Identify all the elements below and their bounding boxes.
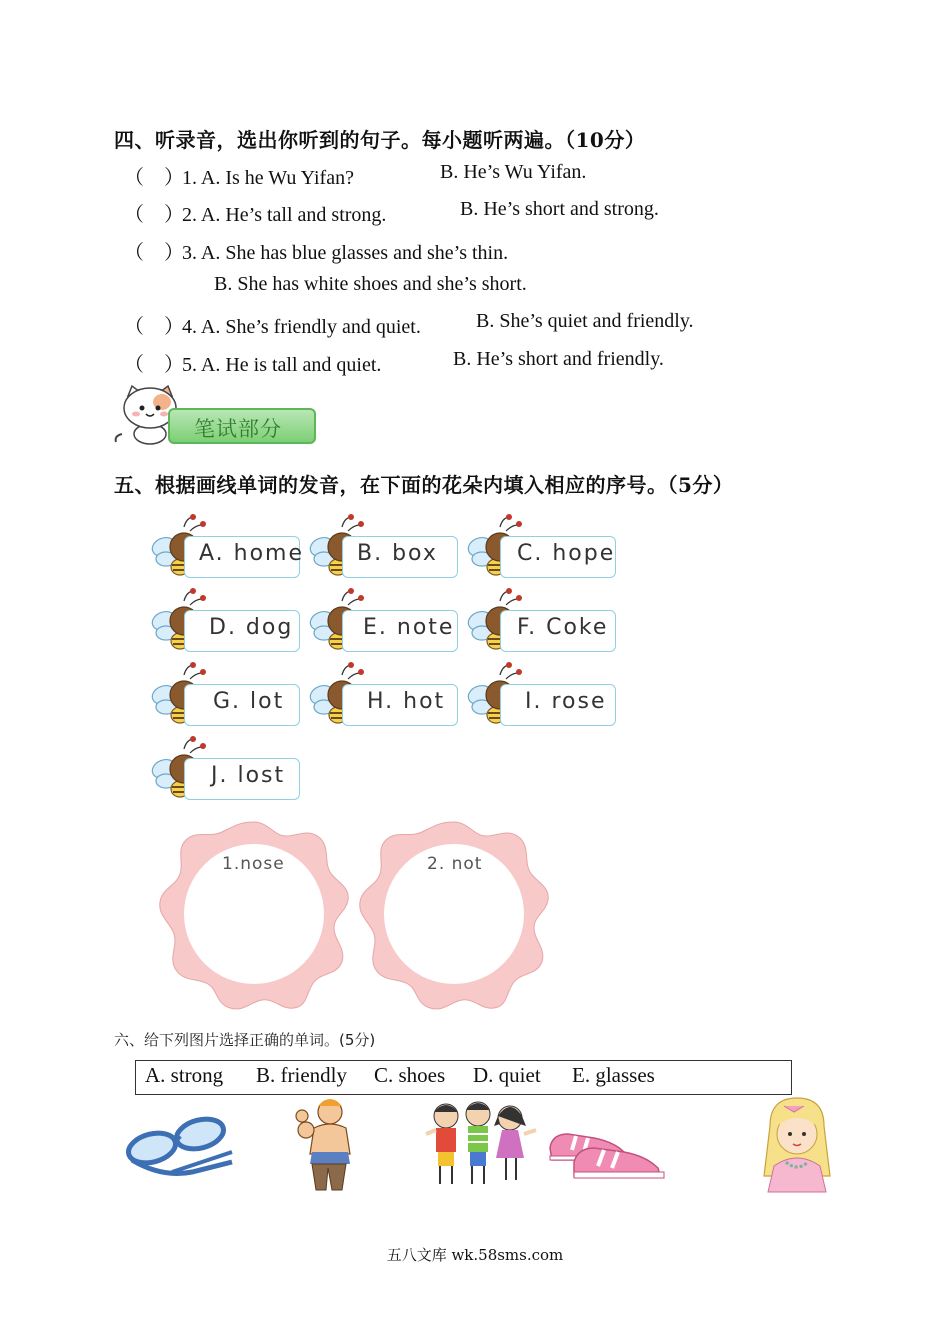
shoes-picture-icon xyxy=(546,1118,668,1184)
word-card: A. home xyxy=(184,536,300,578)
word-card: I. rose xyxy=(500,684,616,726)
badge-label: 笔试部分 xyxy=(194,417,282,441)
answer-paren[interactable]: （ ） xyxy=(124,354,184,376)
glasses-picture-icon xyxy=(122,1112,238,1184)
question-2 xyxy=(124,198,659,227)
word-option: A. strong xyxy=(145,1063,224,1087)
option-a: 3. A. She has blue glasses and she’s thin. xyxy=(182,242,509,264)
word-option: E. glasses xyxy=(572,1063,655,1087)
word-card: F. Coke xyxy=(500,610,616,652)
section6-title: 六、给下列图片选择正确的单词。(5分) xyxy=(114,1031,376,1049)
word-card: G. lot xyxy=(184,684,300,726)
footer-watermark: 五八文库 wk.58sms.com xyxy=(386,1246,564,1264)
word-card: E. note xyxy=(342,610,458,652)
answer-paren[interactable]: （ ） xyxy=(124,204,184,226)
word-bank xyxy=(135,1060,792,1095)
section4-title: 四、听录音，选出你听到的句子。每小题听两遍。（10分） xyxy=(114,128,646,152)
flower-label-2: 2. not xyxy=(427,854,483,874)
question-3 xyxy=(124,236,527,295)
question-5 xyxy=(124,348,664,377)
option-a: 5. A. He is tall and quiet. xyxy=(182,354,382,376)
option-b: B. She’s quiet and friendly. xyxy=(476,310,694,332)
flower-label-1: 1.nose xyxy=(222,854,285,874)
word-card: C. hope xyxy=(500,536,616,578)
answer-paren[interactable]: （ ） xyxy=(124,242,184,264)
flower-answer-box-2[interactable] xyxy=(356,816,552,1012)
option-b: B. He’s short and strong. xyxy=(460,198,659,220)
word-card: J. lost xyxy=(184,758,300,800)
section5-title: 五、根据画线单词的发音，在下面的花朵内填入相应的序号。（5分） xyxy=(114,473,734,497)
word-option: C. shoes xyxy=(374,1063,446,1087)
word-option: D. quiet xyxy=(473,1063,541,1087)
word-card: B. box xyxy=(342,536,458,578)
strong-man-picture-icon xyxy=(294,1094,364,1194)
quiet-girl-picture-icon xyxy=(752,1096,842,1194)
option-b: B. He’s short and friendly. xyxy=(453,348,664,370)
question-4 xyxy=(124,310,694,339)
answer-paren[interactable]: （ ） xyxy=(124,167,184,189)
option-a: 4. A. She’s friendly and quiet. xyxy=(182,316,421,338)
word-card: H. hot xyxy=(342,684,458,726)
flower-answer-box-1[interactable] xyxy=(156,816,352,1012)
option-a: 1. A. Is he Wu Yifan? xyxy=(182,167,354,189)
option-a: 2. A. He’s tall and strong. xyxy=(182,204,387,226)
word-card: D. dog xyxy=(184,610,300,652)
friends-picture-icon xyxy=(422,1098,538,1190)
question-1 xyxy=(124,161,587,190)
written-part-badge xyxy=(168,408,316,444)
option-b: B. He’s Wu Yifan. xyxy=(440,161,587,183)
option-b: B. She has white shoes and she’s short. xyxy=(214,273,527,295)
word-option: B. friendly xyxy=(256,1063,347,1087)
answer-paren[interactable]: （ ） xyxy=(124,316,184,338)
